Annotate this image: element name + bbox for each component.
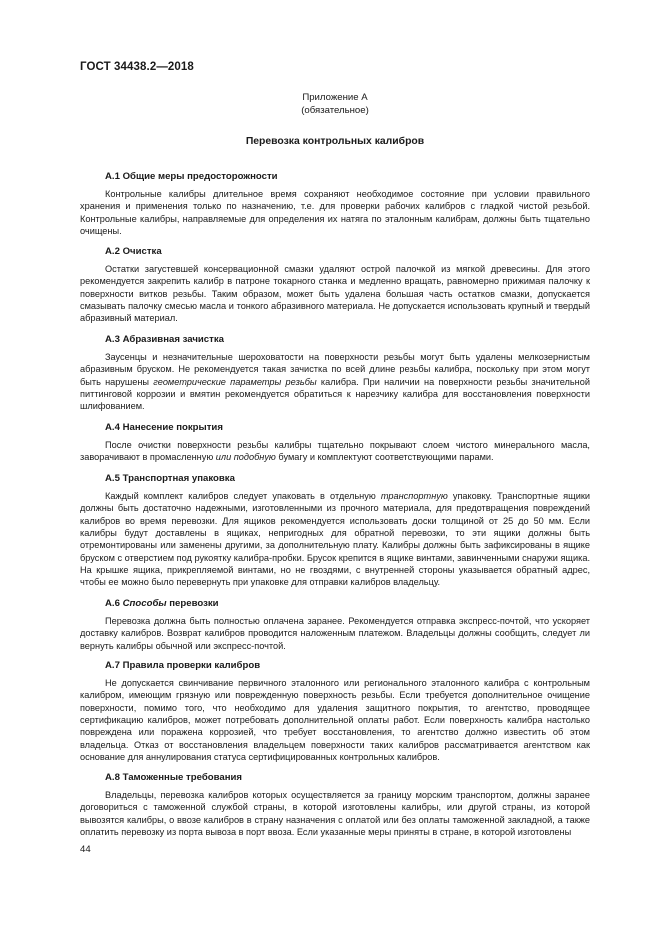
paragraph-text: После очистки поверхности резьбы калибры тщательно покрывают слоем чистого минерального масла, заворачивают в промасленную (80, 440, 590, 463)
section-paragraph: Перевозка должна быть полностью оплачена заранее. Рекомендуется отправка экспресс-почтой, что ускоряет доставку калибров. Возврат калибров проводится наложенным платежом. Владельцы должны сообщить, следует ли вернуть калибры обычной или экспресс-почтой. (80, 616, 590, 651)
section-heading: А.4 Нанесение покрытия (105, 422, 223, 433)
section-a4 (80, 422, 590, 464)
section-paragraph (80, 439, 590, 464)
heading-emphasis: Способы (122, 598, 167, 609)
section-heading: А.5 Транспортная упаковка (105, 473, 235, 484)
appendix-title: Приложение А (302, 92, 368, 103)
section-a5 (80, 473, 590, 589)
section-a8 (80, 772, 590, 838)
section-a1 (80, 171, 590, 237)
paragraph-text: Заусенцы и незначительные шероховатости на поверхности резьбы могут быть удалены мелкозернистым абразивным бруском. Не рекомендуется такая зачистка по всей длине резьбы калибра, поскольку при этом могут быть нарушены (80, 352, 590, 387)
section-paragraph: Остатки загустевшей консервационной смазки удаляют острой палочкой из мягкой древесины. Для этого рекомендуется закрепить калибр в патроне токарного станка и медленно вращать, равномерно прижимая палочку к поверхности витков резьбы. Таким образом, может быть удалена большая часть остатков смазки, допускается смазывать палочку смесью масла и тонкого абразивного материала. Не допускается использовать крупный и твердый абразивный материал. (80, 264, 590, 324)
paragraph-text: упаковку. Транспортные ящики должны быть достаточно надежными, изготовленными из прочного материала, для предотвращения повреждений калибров во время перевозки. Для ящиков рекомендуется использовать доски толщиной от 25 до 50 мм. Если калибры будут доставлены в ящиках, непригодных для обратной перевозки, то эти ящики должны быть отремонтированы или заменены другими, за дополнительную плату. Калибры должны быть зафиксированы в ящике бруском с отверстием под рукоятку калибра-пробки. Брусок крепится в ящике винтами, завинченными снаружи ящика. На крышке ящика, прикрепляемой винтами, но не гвоздями, с внутренней стороны указывается обратный адрес, чтобы ее можно было перевернуть при упаковке для отправки калибров владельцу. (80, 491, 590, 588)
heading-text: перевозки (166, 598, 219, 609)
paragraph-emphasis: геометрические параметры резьбы (153, 376, 317, 387)
section-a6 (80, 598, 590, 652)
paragraph-emphasis: транспортную (380, 491, 448, 501)
section-paragraph (80, 490, 590, 589)
document-header: ГОСТ 34438.2—2018 (80, 61, 194, 73)
page-number: 44 (80, 844, 91, 855)
section-heading: А.2 Очистка (105, 246, 162, 257)
paragraph-emphasis: или подобную (215, 452, 276, 463)
paragraph-text: калибра. При наличии на поверхности резьбы значительной питтинговой коррозии и вмятин рекомендуется обратиться к нарезчику калибра для восстановления поверхности шлифованием. (80, 376, 590, 412)
section-paragraph: Владельцы, перевозка калибров которых осуществляется за границу морским транспортом, должны заранее договориться с таможенной службой страны, в которой изготовлены калибры, или другой страны, из которой вывозятся калибры, о ввозе калибров в страну назначения с оплатой или без оплаты таможенной закладной, а также оплатить перевозку из порта вывоза в порт ввоза. Если указанные меры приняты в стране, в которой изготовлены (80, 790, 590, 838)
appendix-block (80, 91, 590, 117)
section-heading: А.1 Общие меры предосторожности (105, 171, 278, 182)
section-paragraph: Не допускается свинчивание первичного эталонного или регионального эталонного калибра с контрольным калибром, имеющим грязную или поврежденную поверхность резьбы. Если требуется дополнительное очищение поверхности, помимо того, что необходимо для удаления защитного покрытия, то агентство, проводящее сертификацию калибров, может потребовать дополнительной оплаты работ. Если поверхность калибра настолько повреждена или поражена коррозией, что требует восстановления, то агентство должно известить об этом владельца. Отказ от восстановления владельцем поверхности таких калибров рассматривается агентством как основание для аннулирования статуса сертифицированных контрольных калибров. (80, 678, 590, 763)
section-heading: А.3 Абразивная зачистка (105, 334, 224, 345)
appendix-status: (обязательное) (301, 105, 369, 116)
section-a2 (80, 246, 590, 325)
section-heading: А.8 Таможенные требования (105, 772, 243, 783)
section-heading: А.7 Правила проверки калибров (105, 660, 261, 671)
paragraph-text: Каждый комплект калибров следует упаковать в отдельную (105, 491, 381, 501)
section-a7 (80, 660, 590, 763)
heading-text: А.6 (105, 598, 123, 609)
section-heading (105, 598, 590, 610)
section-paragraph: Контрольные калибры длительное время сохраняют необходимое состояние при условии правильного хранения и применения только по назначению, т.е. для проверки рабочих калибров с гладкой чистой резьбой. Контрольные калибры, направляемые для определения их натяга по эталонным калибрам, должны быть тщательно очищены. (80, 189, 590, 237)
section-a3 (80, 334, 590, 413)
paragraph-text: бумагу и комплектуют соответствующими парами. (275, 452, 494, 463)
document-title: Перевозка контрольных калибров (245, 136, 425, 147)
section-paragraph (80, 351, 590, 413)
